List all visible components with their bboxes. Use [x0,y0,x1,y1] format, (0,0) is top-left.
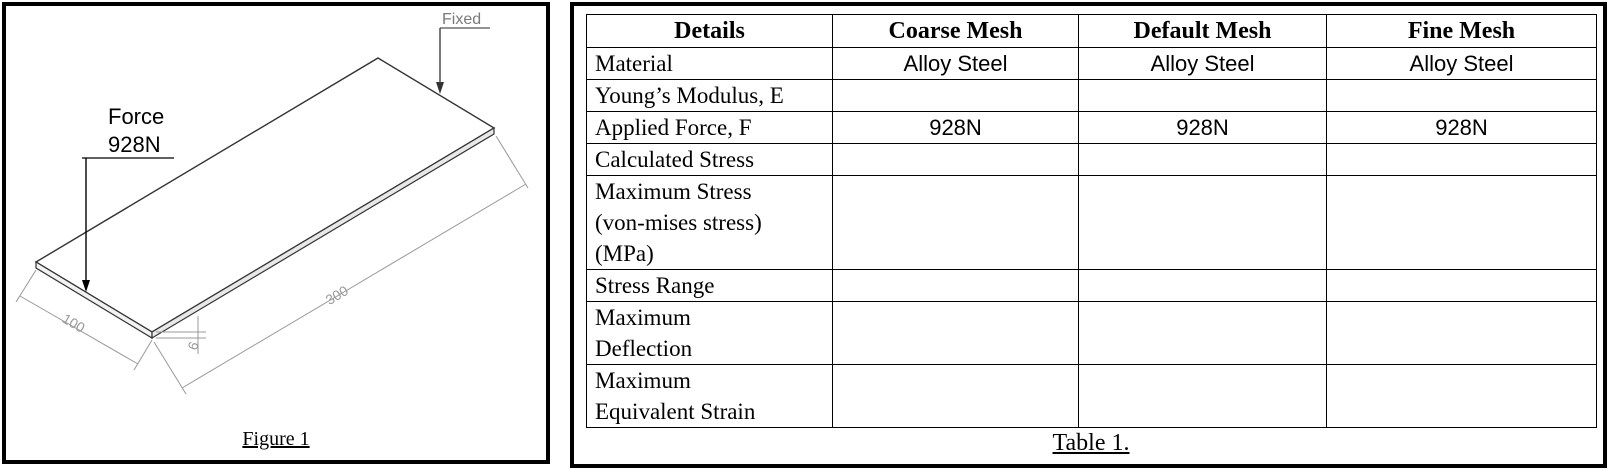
table-row [587,270,1597,302]
table-row [587,48,1597,80]
mesh-comparison-table [586,14,1597,428]
dim-width-ext-1 [16,270,36,302]
cell-coarse [833,80,1079,112]
table-row [587,176,1597,270]
cell-default [1079,144,1327,176]
cell-default [1079,270,1327,302]
header-coarse-mesh: Coarse Mesh [833,15,1079,48]
table-header-row [587,15,1597,48]
figure-panel [2,2,550,464]
cell-fine [1327,365,1597,428]
figure-caption: Figure 1 [242,428,310,450]
row-label-maximum-equivalent-strain: Maximum Equivalent Strain [587,365,833,428]
cell-fine: Alloy Steel [1327,48,1597,80]
force-label-line1: Force [108,104,165,129]
cell-coarse: Alloy Steel [833,48,1079,80]
dim-width-ext-2 [134,340,152,370]
cell-fine [1327,270,1597,302]
cell-coarse: 928N [833,112,1079,144]
cell-fine [1327,80,1597,112]
cell-default: Alloy Steel [1079,48,1327,80]
table-caption: Table 1. [1052,430,1130,456]
row-label-maximum-stress: Maximum Stress (von-mises stress) (MPa) [587,176,833,270]
cell-coarse [833,144,1079,176]
row-label-youngs-modulus: Young’s Modulus, E [587,80,833,112]
cell-fine [1327,176,1597,270]
row-label-maximum-deflection: Maximum Deflection [587,302,833,365]
dim-thickness-label: 6 [184,339,202,353]
table-row [587,144,1597,176]
cell-default [1079,176,1327,270]
table-row [587,112,1597,144]
dim-width-label: 100 [59,310,88,336]
force-label-line2: 928N [108,132,161,157]
row-label-calculated-stress: Calculated Stress [587,144,833,176]
table-row [587,302,1597,365]
cell-fine [1327,302,1597,365]
cell-default [1079,80,1327,112]
cell-default [1079,302,1327,365]
cell-coarse [833,365,1079,428]
table-row [587,80,1597,112]
fixed-label: Fixed [442,11,482,28]
plate-drawing [6,6,546,460]
row-label-material: Material [587,48,833,80]
dim-length-ext-1 [154,342,186,394]
cell-coarse [833,176,1079,270]
plate-top-face [36,58,494,332]
dim-length-ext-2 [496,136,528,188]
header-fine-mesh: Fine Mesh [1327,15,1597,48]
cell-default [1079,365,1327,428]
row-label-applied-force: Applied Force, F [587,112,833,144]
fixed-arrow-head [436,82,444,94]
table-row [587,365,1597,428]
dim-length-label: 300 [322,282,351,308]
header-default-mesh: Default Mesh [1079,15,1327,48]
row-label-stress-range: Stress Range [587,270,833,302]
header-details: Details [587,15,833,48]
cell-coarse [833,302,1079,365]
cell-fine [1327,144,1597,176]
cell-default: 928N [1079,112,1327,144]
table-panel [570,2,1607,468]
cell-fine: 928N [1327,112,1597,144]
cell-coarse [833,270,1079,302]
